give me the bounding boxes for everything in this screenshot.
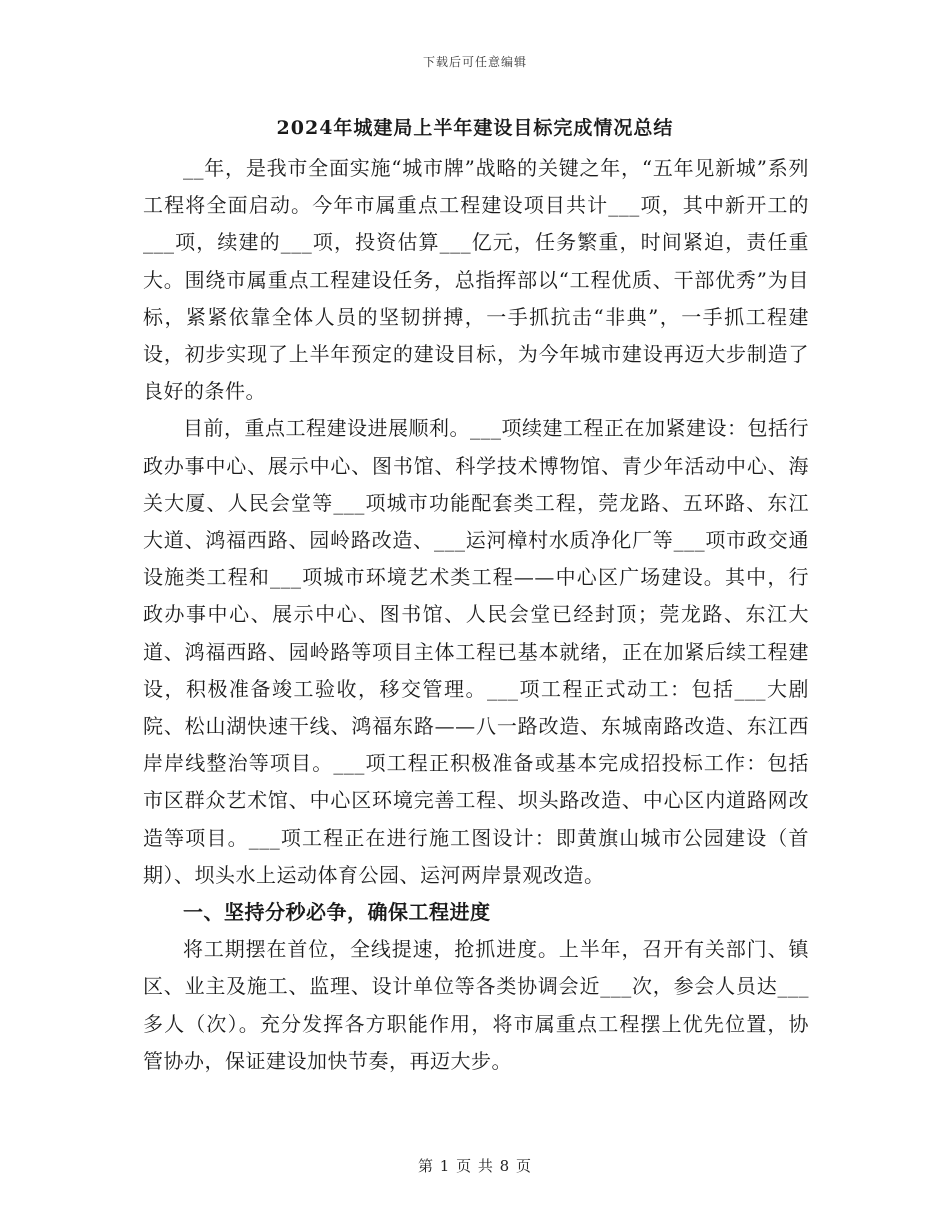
document-body [143, 150, 809, 1080]
page-number: 第 1 页 共 8 页 [418, 1157, 532, 1175]
section-heading: 一、坚持分秒必争，确保工程进度 [183, 900, 491, 925]
document-title: 2024年城建局上半年建设目标完成情况总结 [276, 117, 674, 139]
header-note: 下载后可任意编辑 [422, 55, 527, 69]
section-paragraph: 将工期摆在首位，全线提速，抢抓进度。上半年，召开有关部门、镇区、业主及施工、监理、设计单位等各类协调会近___次，参会人员达___多人（次）。充分发挥各方职能作用，将市属重点工程摆上优先位置，协管协办，保证建设加快节奏，再迈大步。 [143, 937, 809, 1073]
intro-paragraph: __年，是我市全面实施“城市牌”战略的关键之年，“五年见新城”系列工程将全面启动。今年市属重点工程建设项目共计___项，其中新开工的___项，续建的___项，投资估算___亿元，任务繁重，时间紧迫，责任重大。围绕市属重点工程建设任务，总指挥部以“工程优质、干部优秀”为目标，紧紧依靠全体人员的坚韧拼搏，一手抓抗击“非典”，一手抓工程建设，初步实现了上半年预定的建设目标，为今年城市建设再迈大步制造了良好的条件。 [143, 156, 809, 404]
progress-paragraph: 目前，重点工程建设进展顺利。___项续建工程正在加紧建设：包括行政办事中心、展示中心、图书馆、科学技术博物馆、青少年活动中心、海关大厦、人民会堂等___项城市功能配套类工程，莞龙路、五环路、东江大道、鸿福西路、园岭路改造、___运河樟村水质净化厂等___项市政交通设施类工程和___项城市环境艺术类工程——中心区广场建设。其中，行政办事中心、展示中心、图书馆、人民会堂已经封顶；莞龙路、东江大道、鸿福西路、园岭路等项目主体工程已基本就绪，正在加紧后续工程建设，积极准备竣工验收，移交管理。___项工程正式动工：包括___大剧院、松山湖快速干线、鸿福东路——八一路改造、东城南路改造、东江西岸岸线整治等项目。___项工程正积极准备或基本完成招投标工作：包括市区群众艺术馆、中心区环境完善工程、坝头路改造、中心区内道路网改造等项目。___项工程正在进行施工图设计：即黄旗山城市公园建设（首期）、坝头水上运动体育公园、运河两岸景观改造。 [143, 416, 809, 887]
